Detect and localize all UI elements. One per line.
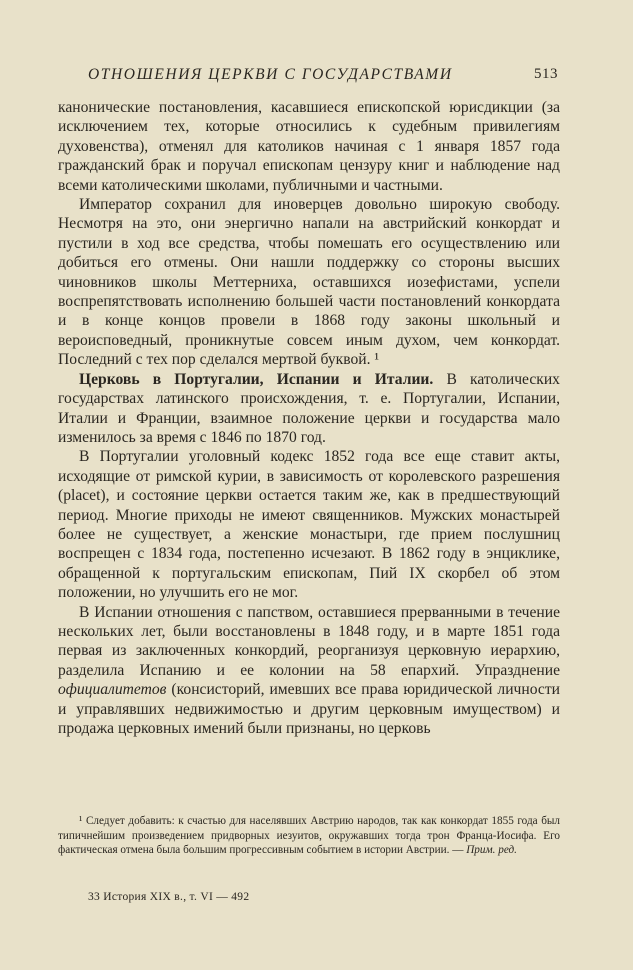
paragraph: В Португалии уголовный кодекс 1852 года все еще ставит акты, исходящие от римской курии, в зависимость от королевского разрешения (placet), и состояние церкви остается таким же, как в предшествующий период. Многие приходы не имеют священников. Мужских монастырей более не существует, а женские монастыри, где прием послушниц воспрещен с 1834 года, постепенно исчезают. В 1862 году в энциклике, обращенной к португальским епископам, Пий IX скорбел об этом положении, но улучшить его не мог. [58, 448, 560, 602]
footnote-text [58, 814, 560, 858]
section-run-in-heading: Церковь в Португалии, Испании и Италии. [79, 370, 434, 388]
page-number: 513 [534, 66, 558, 82]
body-text [58, 98, 560, 738]
paragraph: канонические постановления, касавшиеся епископской юрисдикции (за исключением тех, которые относились к судебным привилегиям духовенства), отменял для католиков начиная с 1 января 1857 года гражданский брак и поручал епископам цензуру книг и наблюдение над всеми католическими школами, публичными и частными. [58, 99, 560, 194]
paragraph [58, 603, 560, 739]
italic-term: официалитетов [58, 681, 167, 699]
paragraph-text: В католических государствах латинского происхождения, т. е. Португалии, Испании, Италии и Франции, взаимное положение церкви и государства мало изменилось за время с 1846 по 1870 год. [58, 370, 560, 446]
running-head-title: ОТНОШЕНИЯ ЦЕРКВИ С ГОСУДАРСТВАМИ [88, 66, 453, 83]
printer-signature: 33 История XIX в., т. VI — 492 [88, 891, 250, 903]
running-head [88, 66, 558, 88]
footnote [58, 814, 560, 858]
paragraph: Император сохранил для иноверцев довольно широкую свободу. Несмотря на это, они энергично напали на австрийский конкордат и пустили в ход все средства, чтобы помешать его осуществлению или добиться его отмены. Они нашли поддержку со стороны высших чиновников школы Меттерниха, оставшихся иозефистами, успели воспрепятствовать исполнению большей части постановлений конкордата и в конце концов провели в 1868 году законы школьный и вероисповедный, проникнутые совсем иным духом, чем конкордат. Последний с тех пор сделался мертвой буквой. ¹ [58, 196, 560, 369]
editor-note: Прим. ред. [466, 844, 517, 857]
paragraph [58, 370, 560, 448]
paragraph-text: (консисторий, имевших все права юридической личности и управлявших недвижимостью и другим церковным имуществом) и продажа церковных имений были признаны, но церковь [58, 681, 560, 737]
paragraph-text: В Испании отношения с папством, оставшиеся прерванными в течение нескольких лет, были восстановлены в 1848 году, и в марте 1851 года первая из заключенных конкордий, реорганизуя церковную иерархию, разделила Испанию и ее колонии на 58 епархий. Упразднение [58, 603, 560, 679]
footnote-body: ¹ Следует добавить: к счастью для населявших Австрию народов, так как конкордат 1855 года был типичнейшим произведением придворных иезуитов, окружавших тогда трон Франца-Иосифа. Его фактическая отмена была большим прогрессивным событием в истории Австрии. — [58, 815, 560, 857]
